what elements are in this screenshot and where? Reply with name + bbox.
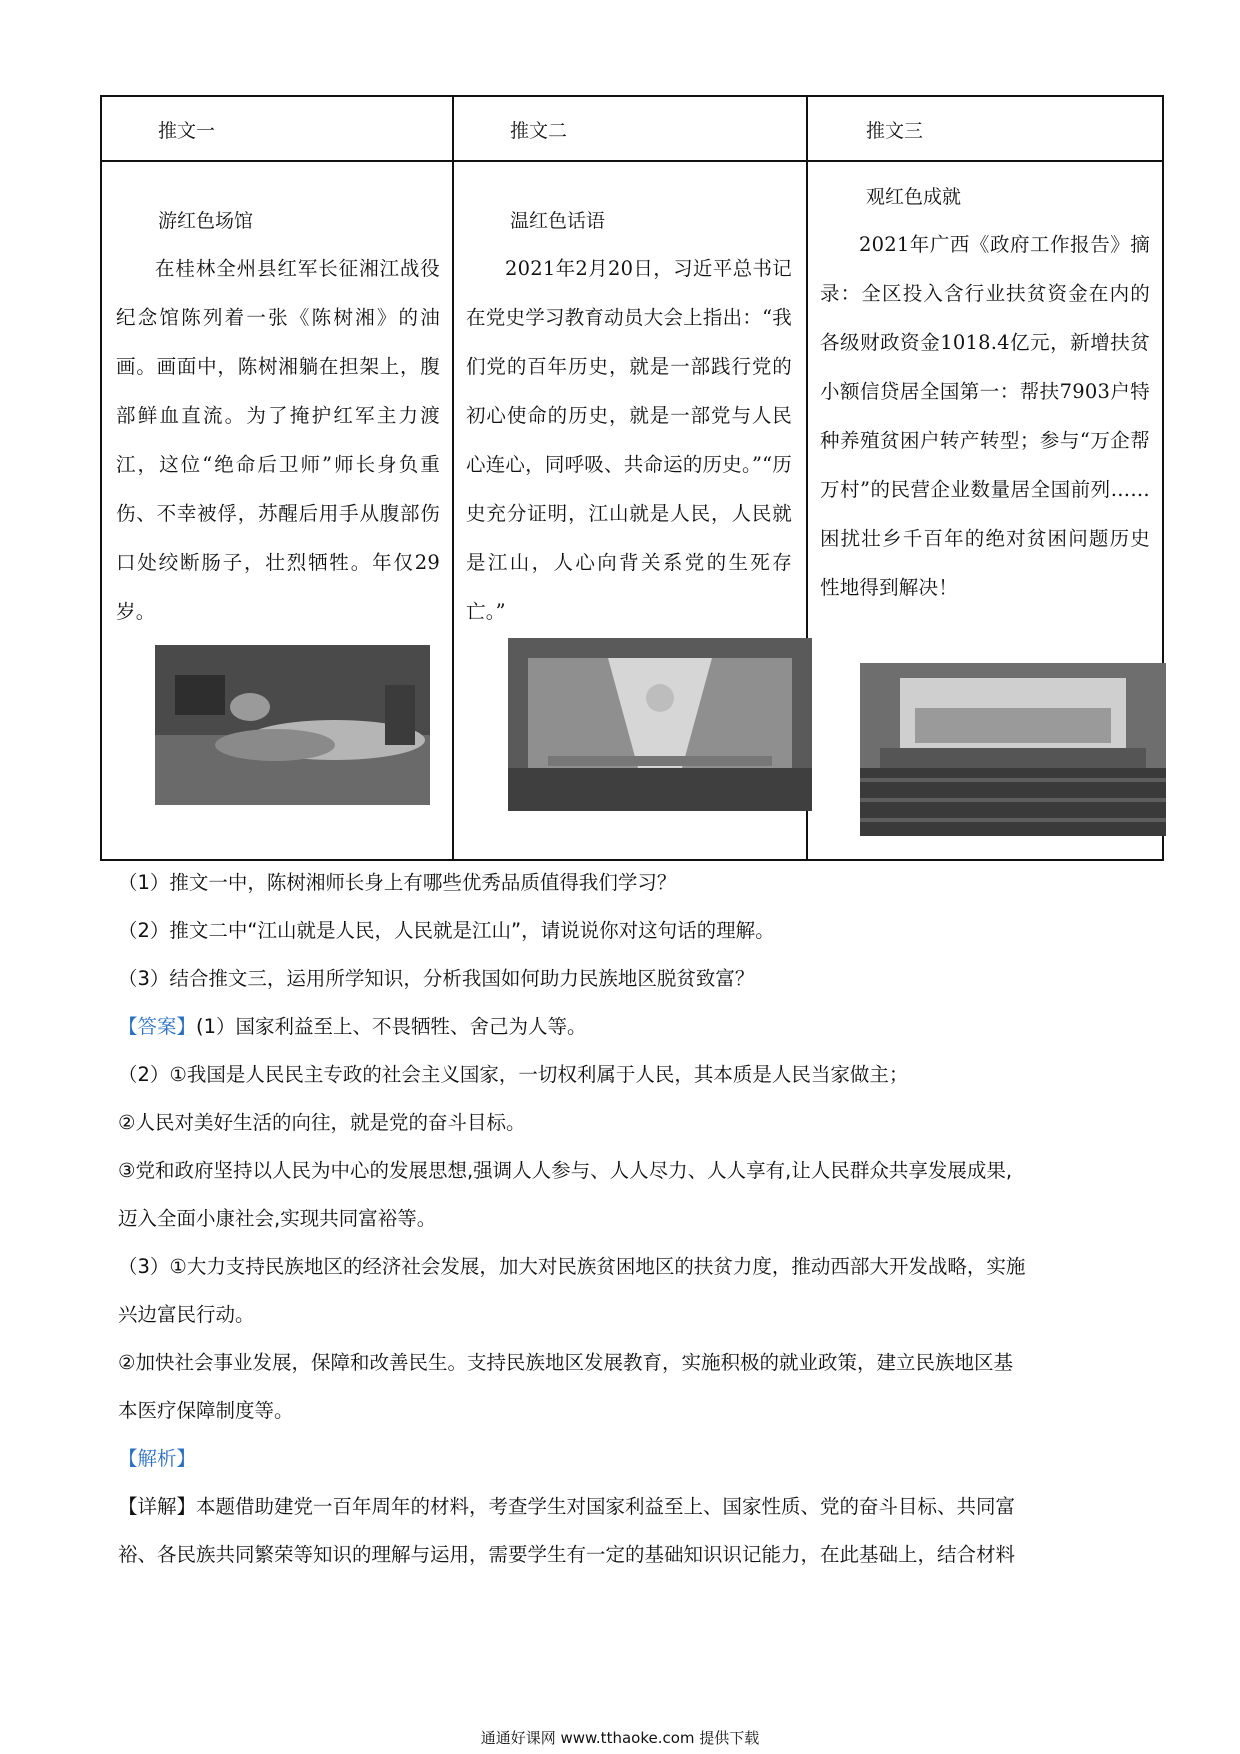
answer-3-part-1a: （3）①大力支持民族地区的经济社会发展，加大对民族贫困地区的扶贫力度，推动西部大开发战略，实施 <box>118 1255 1026 1278</box>
col2-body: 2021年2月20日，习近平总书记在党史学习教育动员大会上指出：“我们党的百年历史，就是一部践行党的初心使命的历史，就是一部党与人民心连心，同呼吸、共命运的历史。”“历史充分证明，江山就是人民，人民就是江山，人心向背关系党的生死存亡。” <box>466 257 792 623</box>
meeting-hall-image <box>508 638 812 811</box>
answer-tag: 【答案】 <box>118 1015 197 1038</box>
col2-title: 温红色话语 <box>510 210 606 232</box>
answer-2-part-3b: 迈入全面小康社会,实现共同富裕等。 <box>118 1207 437 1230</box>
answer-3-part-2a: ②加快社会事业发展，保障和改善民生。支持民族地区发展教育，实施积极的就业政策，建立民族地区基 <box>118 1351 1013 1374</box>
analysis-tag: 【解析】 <box>118 1447 197 1470</box>
question-2: （2）推文二中“江山就是人民，人民就是江山”，请说说你对这句话的理解。 <box>118 919 775 942</box>
col3-body: 2021年广西《政府工作报告》摘录：全区投入含行业扶贫资金在内的各级财政资金1018.4亿元，新增扶贫小额信贷居全国第一：帮扶7903户特种养殖贫困户转产转型；参与“万企帮万村”的民营企业数量居全国前列……困扰壮乡千百年的绝对贫困问题历史性地得到解决！ <box>820 233 1150 599</box>
oil-painting-image <box>155 645 430 805</box>
table-header-1: 推文一 <box>158 120 216 142</box>
answer-2-part-3a: ③党和政府坚持以人民为中心的发展思想,强调人人参与、人人尽力、人人享有,让人民群众共享发展成果, <box>118 1159 1013 1182</box>
analysis-detail-line-1: 【详解】本题借助建党一百年周年的材料，考查学生对国家利益至上、国家性质、党的奋斗目标、共同富 <box>118 1495 1016 1518</box>
analysis-detail-line-2: 裕、各民族共同繁荣等知识的理解与运用，需要学生有一定的基础知识识记能力，在此基础上，结合材料 <box>118 1543 1016 1566</box>
col1-body: 在桂林全州县红军长征湘江战役纪念馆陈列着一张《陈树湘》的油画。画面中，陈树湘躺在担架上，腹部鲜血直流。为了掩护红军主力渡江，这位“绝命后卫师”师长身负重伤、不幸被俘，苏醒后用手从腹部伤口处绞断肠子，壮烈牺牲。年仅29岁。 <box>116 257 440 623</box>
table-divider <box>452 95 454 861</box>
col3-title: 观红色成就 <box>866 186 962 208</box>
answer-line-1 <box>118 1012 1128 1042</box>
table-header-2: 推文二 <box>510 120 568 142</box>
answer-3-part-1b: 兴边富民行动。 <box>118 1303 255 1326</box>
auditorium-image <box>860 663 1166 836</box>
footer-text: 通通好课网 www.tthaoke.com 提供下载 <box>480 1729 760 1747</box>
answer-2-part-1: （2）①我国是人民民主专政的社会主义国家，一切权利属于人民，其本质是人民当家做主； <box>118 1063 909 1086</box>
table-header-divider <box>100 160 1164 162</box>
answer-1: (1）国家利益至上、不畏牺牲、舍己为人等。 <box>196 1015 587 1038</box>
question-3: （3）结合推文三，运用所学知识，分析我国如何助力民族地区脱贫致富？ <box>118 967 755 990</box>
question-1: （1）推文一中，陈树湘师长身上有哪些优秀品质值得我们学习？ <box>118 871 677 894</box>
col1-title: 游红色场馆 <box>158 210 254 232</box>
table-header-3: 推文三 <box>866 120 924 142</box>
answer-3-part-2b: 本医疗保障制度等。 <box>118 1399 294 1422</box>
answer-2-part-2: ②人民对美好生活的向往，就是党的奋斗目标。 <box>118 1111 526 1134</box>
